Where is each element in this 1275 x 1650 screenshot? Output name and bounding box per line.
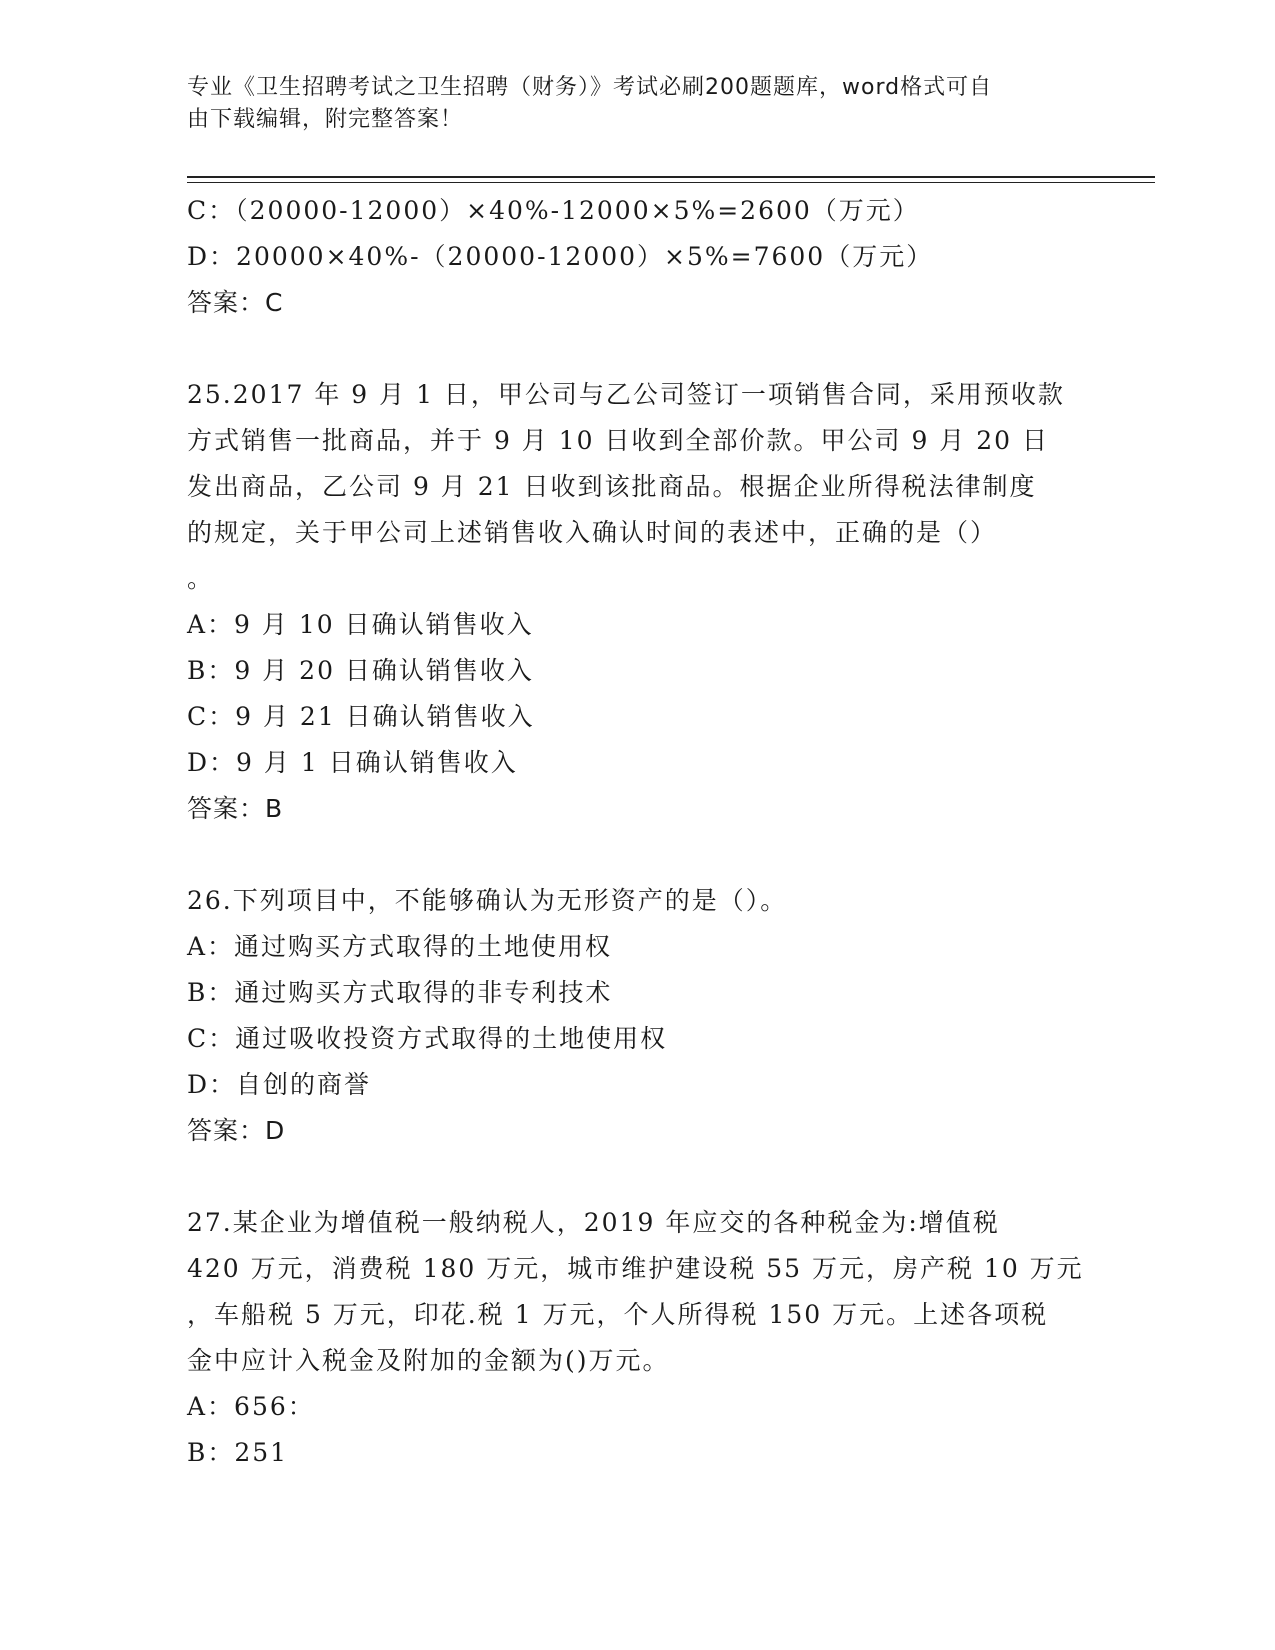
question-stem-line: 。 — [187, 564, 215, 593]
header-line-2: 由下载编辑，附完整答案！ — [187, 107, 464, 132]
answer-line: 答案：D — [187, 1116, 286, 1145]
question-25 — [187, 372, 1087, 832]
question-stem-line: 的规定，关于甲公司上述销售收入确认时间的表述中，正确的是（） — [187, 518, 998, 547]
question-stem-line: 发出商品，乙公司 9 月 21 日收到该批商品。根据企业所得税法律制度 — [187, 472, 1037, 501]
option-a: A：通过购买方式取得的土地使用权 — [187, 932, 613, 961]
option-a: A：9 月 10 日确认销售收入 — [187, 610, 534, 639]
spacer — [187, 326, 1087, 372]
option-b: B：9 月 20 日确认销售收入 — [187, 656, 534, 685]
option-b: B：通过购买方式取得的非专利技术 — [187, 978, 613, 1007]
answer-line: 答案：C — [187, 288, 284, 317]
question-stem-line: 26.下列项目中，不能够确认为无形资产的是（）。 — [187, 886, 788, 915]
option-a: A：656： — [187, 1392, 315, 1421]
option-d: D：20000×40%-（20000-12000）×5%=7600（万元） — [187, 242, 934, 271]
question-24-tail — [187, 188, 1087, 326]
question-stem-line: 方式销售一批商品，并于 9 月 10 日收到全部价款。甲公司 9 月 20 日 — [187, 426, 1050, 455]
option-b: B：251 — [187, 1438, 289, 1467]
option-d: D：自创的商誉 — [187, 1070, 372, 1099]
option-d: D：9 月 1 日确认销售收入 — [187, 748, 518, 777]
question-stem-line: 金中应计入税金及附加的金额为()万元。 — [187, 1346, 670, 1375]
spacer — [187, 1154, 1087, 1200]
document-header — [187, 72, 1087, 136]
spacer — [187, 832, 1087, 878]
question-27 — [187, 1200, 1087, 1476]
option-c: C：9 月 21 日确认销售收入 — [187, 702, 535, 731]
option-c: C：通过吸收投资方式取得的土地使用权 — [187, 1024, 668, 1053]
option-c: C：（20000-12000）×40%-12000×5%=2600（万元） — [187, 196, 920, 225]
question-content — [187, 188, 1087, 1476]
answer-line: 答案：B — [187, 794, 284, 823]
question-stem-line: 27.某企业为增值税一般纳税人，2019 年应交的各种税金为:增值税 — [187, 1208, 1000, 1237]
question-stem-line: 25.2017 年 9 月 1 日，甲公司与乙公司签订一项销售合同，采用预收款 — [187, 380, 1065, 409]
header-divider-thin — [187, 182, 1155, 183]
question-stem-line: 420 万元，消费税 180 万元，城市维护建设税 55 万元，房产税 10 万元 — [187, 1254, 1084, 1283]
question-stem-line: ，车船税 5 万元，印花.税 1 万元，个人所得税 150 万元。上述各项税 — [187, 1300, 1049, 1329]
header-line-1: 专业《卫生招聘考试之卫生招聘（财务）》考试必刷200题题库，word格式可自 — [187, 75, 993, 100]
header-divider-thick — [187, 176, 1155, 178]
question-26 — [187, 878, 1087, 1154]
